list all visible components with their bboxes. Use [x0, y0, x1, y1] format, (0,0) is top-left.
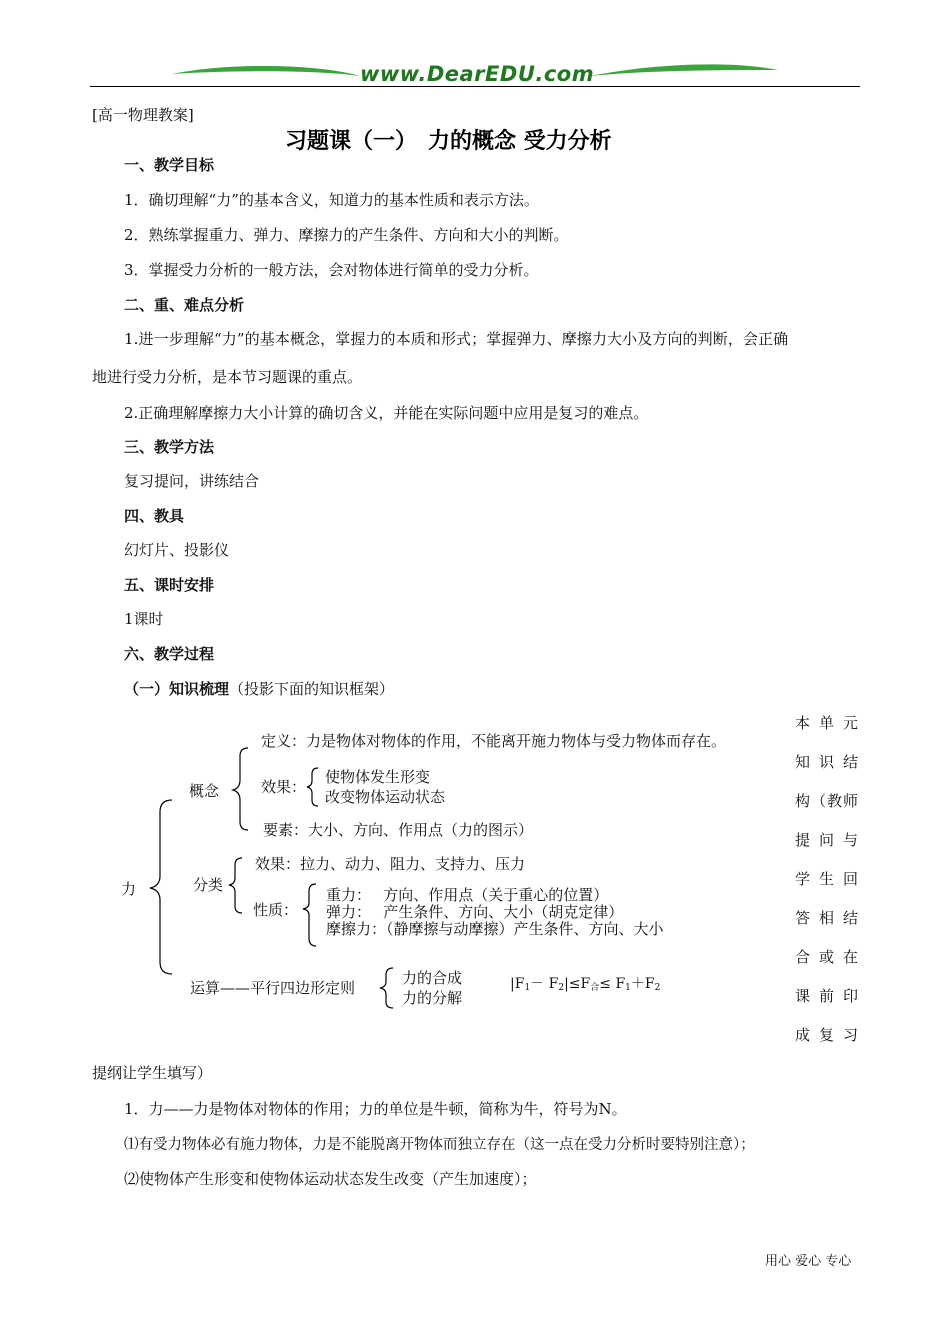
side-note-line: 课前印	[795, 987, 868, 1005]
paragraph: 复习提问，讲练结合	[124, 472, 260, 490]
side-note-line: 提问与	[795, 831, 868, 849]
formula-sub: 1	[524, 983, 531, 993]
paragraph: 提纲让学生填写）	[92, 1064, 213, 1082]
paragraph: 幻灯片、投影仪	[124, 541, 230, 559]
formula-sub: 合	[590, 983, 600, 993]
side-note-line: 本单元	[795, 714, 868, 732]
page-title: 习题课（一） 力的概念 受力分析	[285, 129, 612, 154]
formula-sub: 2	[558, 983, 565, 993]
section-heading: 四、教具	[124, 507, 185, 525]
paragraph: 2.正确理解摩擦力大小计算的确切含义，并能在实际问题中应用是复习的难点。	[124, 404, 649, 422]
diagram-elastic: 弹力： 产生条件、方向、大小（胡克定律）	[326, 903, 624, 921]
formula-part: |≤F	[564, 976, 591, 992]
diagram-concept-label: 概念	[189, 782, 220, 800]
subsection-bold: （一）知识梳理	[124, 680, 230, 698]
formula-sub: 1	[625, 983, 631, 993]
paragraph: 1.进一步理解“力”的基本概念，掌握力的本质和形式；掌握弹力、摩擦力大小及方向的判断，会正确	[124, 330, 789, 348]
diagram-nature-label: 性质：	[253, 901, 299, 919]
formula-part: － F	[530, 976, 559, 992]
diagram-gravity: 重力： 方向、作用点（关于重心的位置）	[326, 886, 609, 904]
diagram-definition: 定义：力是物体对物体的作用，不能离开施力物体与受力物体而存在。	[261, 732, 727, 750]
diagram-compose: 力的合成	[402, 969, 463, 987]
subsection-note: （投影下面的知识框架）	[229, 680, 395, 698]
section-heading: 六、教学过程	[124, 645, 215, 663]
side-note-line: 成复习	[795, 1026, 868, 1044]
paragraph: 3．掌握受力分析的一般方法，会对物体进行简单的受力分析。	[124, 261, 539, 279]
diagram-decompose: 力的分解	[402, 989, 463, 1007]
paragraph: 1．确切理解“力”的基本含义，知道力的基本性质和表示方法。	[124, 191, 539, 209]
formula-part: |F	[510, 976, 525, 992]
diagram-effect-item: 使物体发生形变	[325, 768, 431, 786]
section-heading: 一、教学目标	[124, 156, 215, 174]
paragraph: ⑴有受力物体必有施力物体，力是不能脱离开物体而独立存在（这一点在受力分析时要特别注意）；	[124, 1137, 755, 1153]
diagram-formula	[510, 973, 660, 993]
page-footer: 用心 爱心 专心	[765, 1254, 852, 1269]
side-note-line: 构（教师	[795, 792, 860, 810]
formula-sub: 2	[654, 983, 661, 993]
diagram-root-label: 力	[121, 880, 137, 898]
section-heading: 二、重、难点分析	[124, 296, 245, 314]
diagram-classify-label: 分类	[193, 876, 224, 894]
section-heading: 三、教学方法	[124, 438, 215, 456]
side-note-line: 学生回	[795, 870, 868, 888]
doc-tag: [高一物理教案]	[92, 106, 194, 124]
diagram-effect-label: 效果：	[261, 778, 307, 796]
section-heading: 五、课时安排	[124, 576, 215, 594]
paragraph: 地进行受力分析，是本节习题课的重点。	[92, 368, 363, 386]
formula-part: ＋F	[630, 976, 655, 992]
formula-part: ≤ F	[599, 976, 626, 992]
diagram-elements: 要素：大小、方向、作用点（力的图示）	[263, 821, 534, 839]
paragraph: 2．熟练掌握重力、弹力、摩擦力的产生条件、方向和大小的判断。	[124, 226, 569, 244]
paragraph: 1．力——力是物体对物体的作用；力的单位是牛顿，简称为牛，符号为N。	[124, 1100, 627, 1118]
diagram-class-effect: 效果：拉力、动力、阻力、支持力、压力	[255, 855, 526, 873]
diagram-friction: 摩擦力：（静摩擦与动摩擦）产生条件、方向、大小	[326, 920, 664, 938]
side-note-line: 合或在	[795, 948, 868, 966]
paragraph: 1课时	[124, 610, 164, 628]
header-logo-text: www.DearEDU.com	[360, 62, 595, 86]
side-note-line: 知识结	[795, 753, 868, 771]
side-note-line: 答相结	[795, 909, 868, 927]
diagram-effect-item: 改变物体运动状态	[325, 788, 446, 806]
diagram-operation: 运算——平行四边形定则	[190, 979, 356, 997]
paragraph: ⑵使物体产生形变和使物体运动状态发生改变（产生加速度）；	[124, 1170, 537, 1188]
